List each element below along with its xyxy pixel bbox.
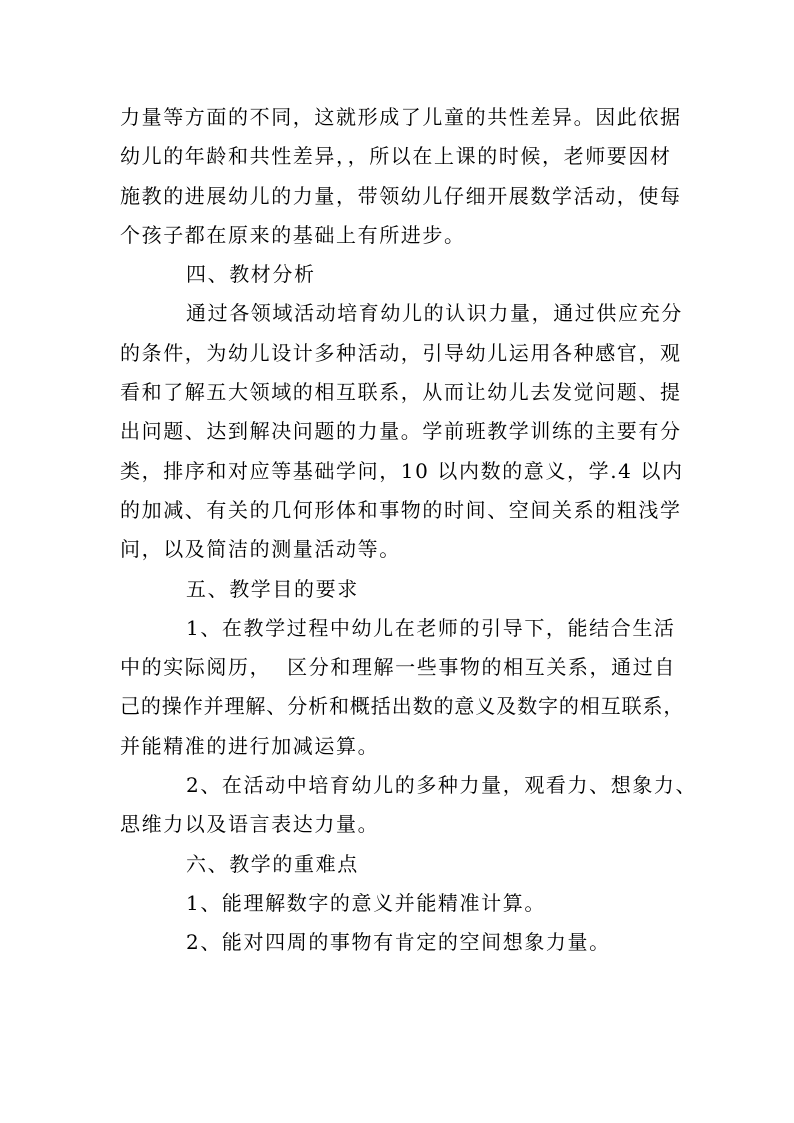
paragraph-line: 思维力以及语言表达力量。 [120,812,380,837]
paragraph-line: 个孩子都在原来的基础上有所进步。 [120,222,466,247]
section-heading: 六、教学的重难点 [186,851,359,876]
section-heading: 四、教材分析 [186,262,316,287]
paragraph-line: 1、在教学过程中幼儿在老师的引导下，能结合生活 [186,615,676,640]
paragraph-line: 的条件，为幼儿设计多种活动，引导幼儿运用各种感官，观 [120,340,682,365]
paragraph-line: 看和了解五大领域的相互联系，从而让幼儿去发觉问题、提 [120,380,682,405]
paragraph-line: 类，排序和对应等基础学问，10 以内数的意义，学.4 以内 [120,458,684,483]
paragraph-line: 力量等方面的不同，这就形成了儿童的共性差异。因此依据 [120,105,682,129]
paragraph-line: 的加减、有关的几何形体和事物的时间、空间关系的粗浅学 [120,497,682,522]
paragraph-line: 中的实际阅历， 区分和理解一些事物的相互关系，通过自 [120,655,676,680]
paragraph-line: 2、在活动中培育幼儿的多种力量，观看力、想象力、 [186,773,698,798]
paragraph-line: 施教的进展幼儿的力量，带领幼儿仔细开展数学活动，使每 [120,183,682,208]
paragraph-line: 问，以及简洁的测量活动等。 [120,537,401,562]
document-body [120,98,698,963]
paragraph-line: 出问题、达到解决问题的力量。学前班教学训练的主要有分 [120,419,682,444]
paragraph-line: 2、能对四周的事物有肯定的空间想象力量。 [186,930,611,955]
paragraph-line: 并能精准的进行加减运算。 [120,733,380,758]
paragraph-line: 幼儿的年龄和共性差异，，所以在上课的时候，老师要因材 [120,144,672,169]
paragraph-line: 己的操作并理解、分析和概括出数的意义及数字的相互联系， [120,694,685,719]
paragraph-line: 通过各领域活动培育幼儿的认识力量，通过供应充分 [186,301,683,326]
paragraph-line: 1、能理解数字的意义并能精准计算。 [186,890,546,915]
section-heading: 五、教学目的要求 [186,576,359,601]
